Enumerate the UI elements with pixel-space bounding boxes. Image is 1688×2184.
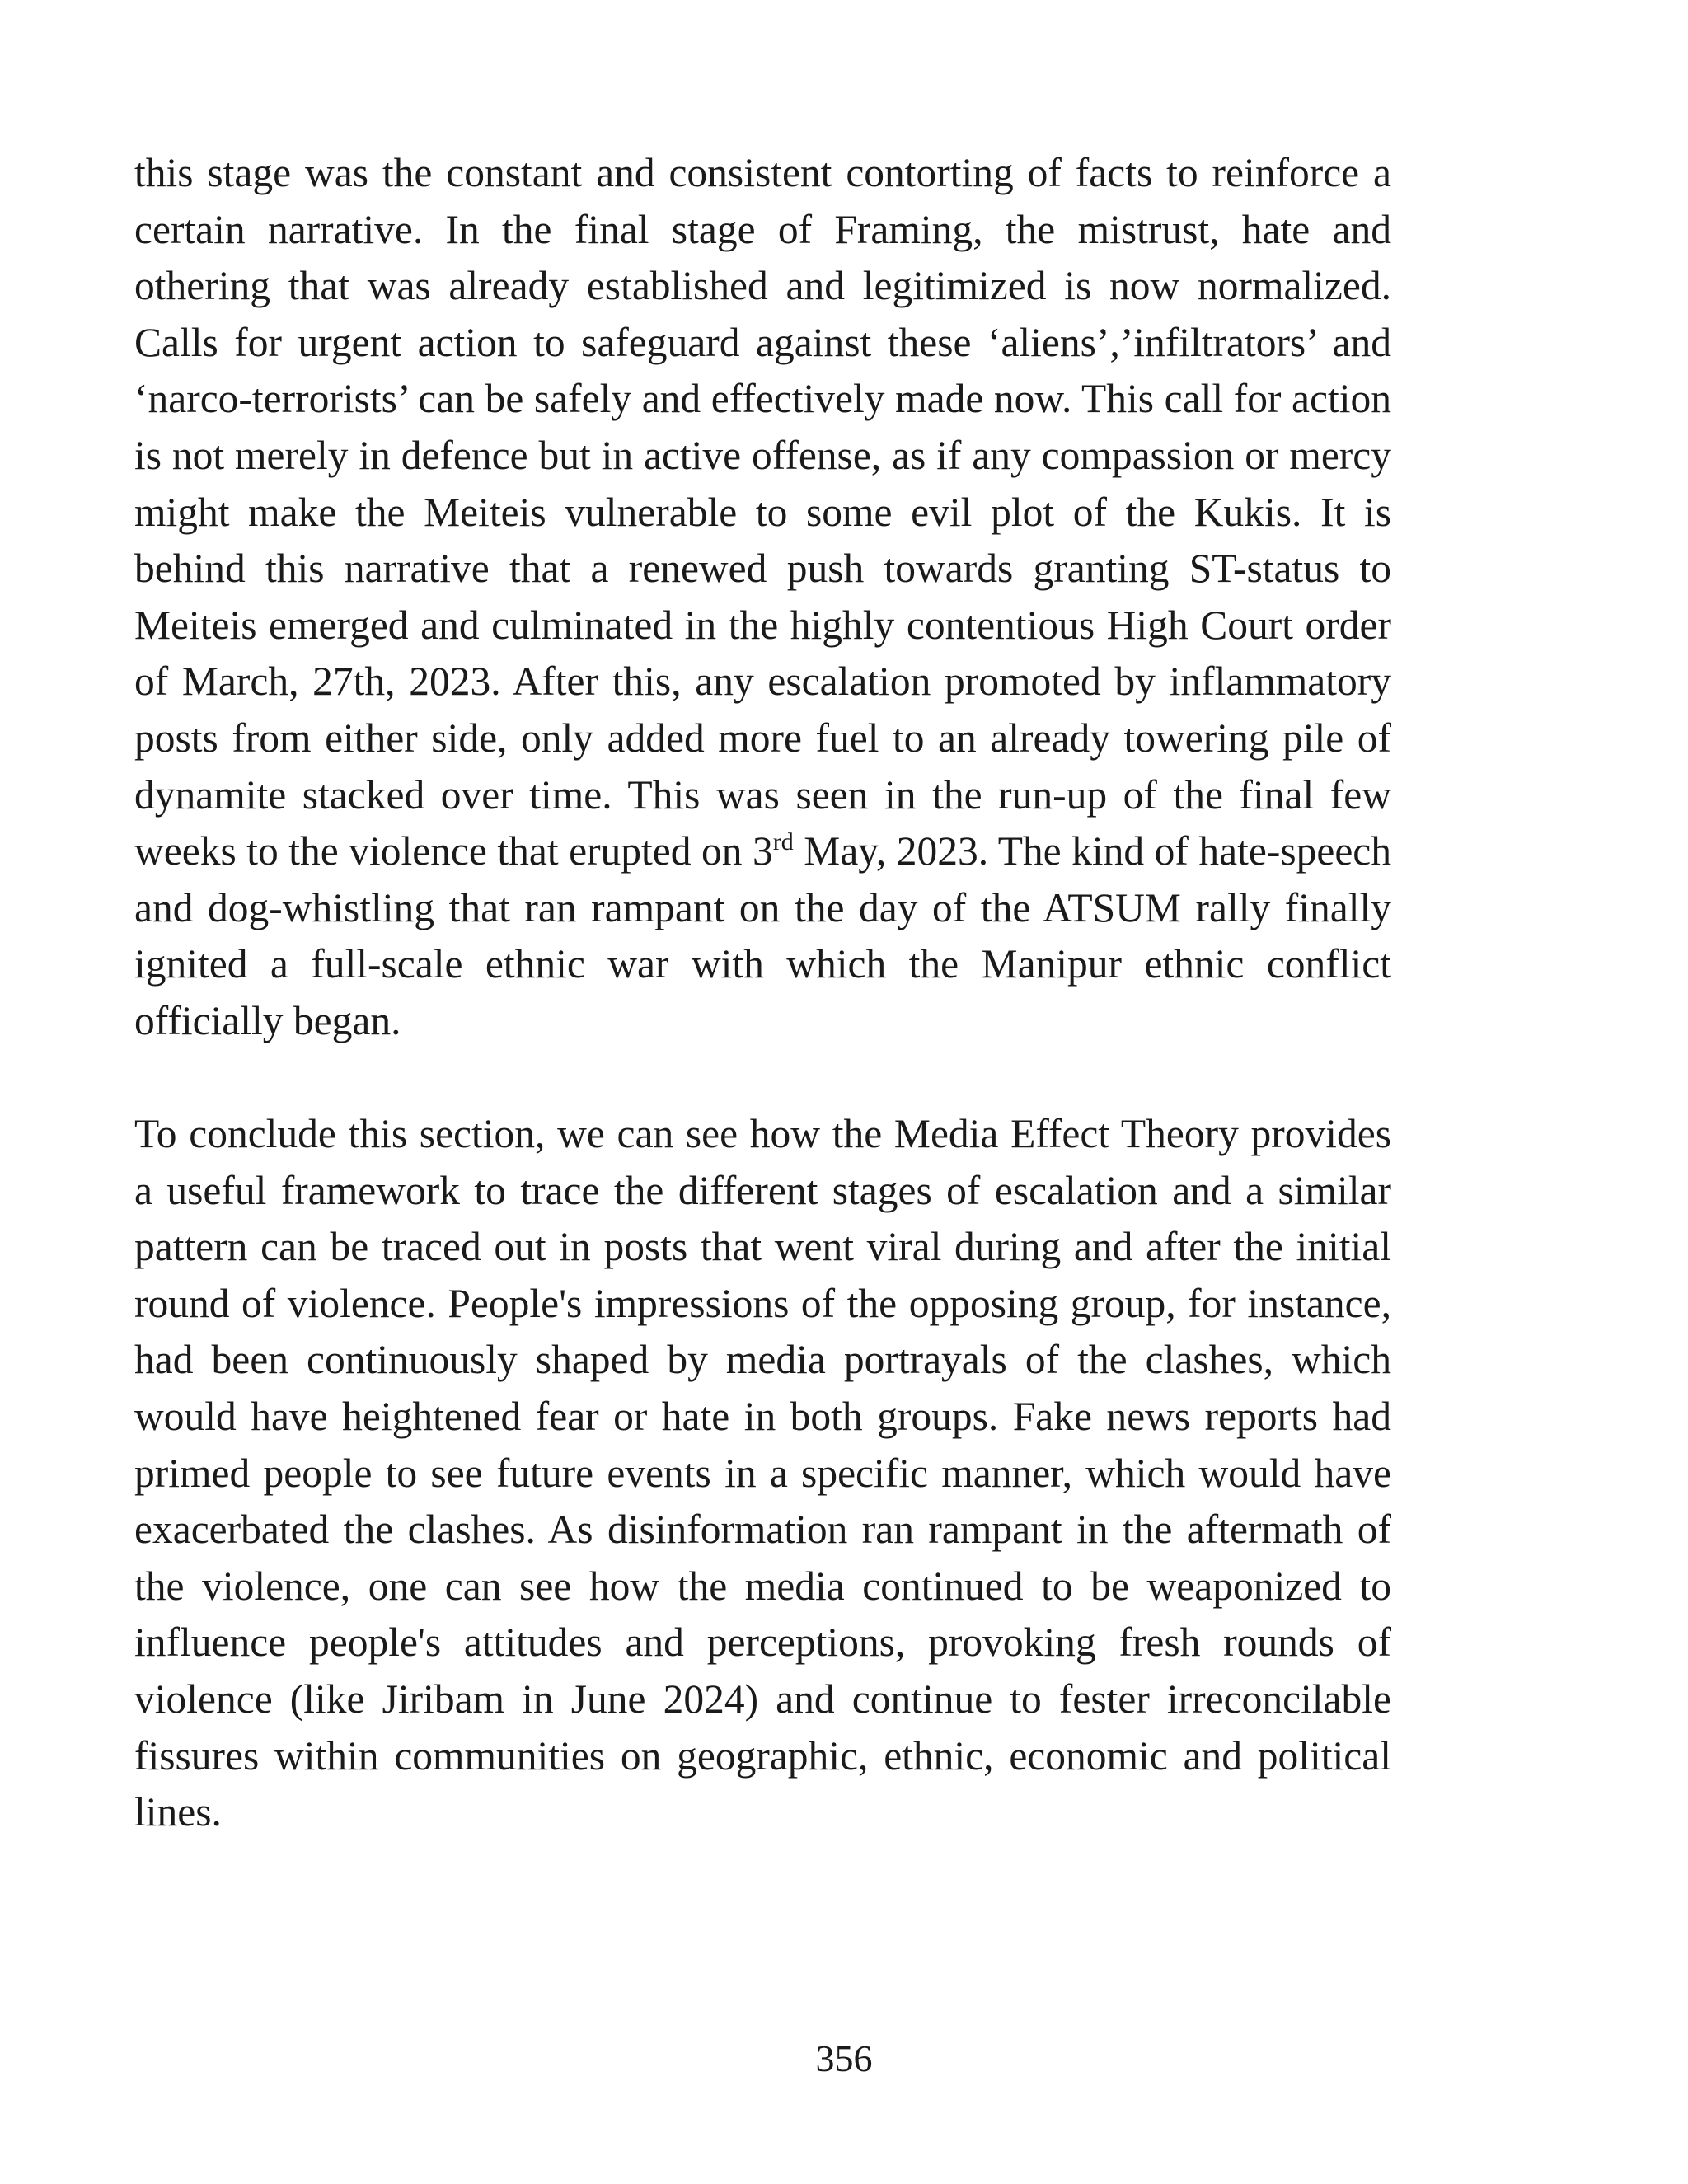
- paragraph-conclusion: To conclude this section, we can see how the Media Effect Theory provides a useful framework to trace the different stages of escalation and a similar pattern can be traced out in posts that went viral during and after the initial round of violence. People's impressions of the opposing group, for instance, had been continuously shaped by media portrayals of the clashes, which would have heightened fear or hate in both groups. Fake news reports had primed people to see future events in a specific manner, which would have exacerbated the clashes. As disinformation ran rampant in the aftermath of the violence, one can see how the media continued to be weaponized to influence people's attitudes and perceptions, provoking fresh rounds of violence (like Jiribam in June 2024) and continue to fester irreconcilable fissures within communities on geographic, ethnic, economic and political lines.: [134, 1111, 1391, 1835]
- paragraph-framing-text-end: May, 2023. The kind of hate-speech and dog-whistling that ran rampant on the day of the ATSUM rally finally ignited a full-scale ethnic war with which the Manipur ethnic conflict officially began.: [134, 828, 1392, 1043]
- page-number: 356: [815, 2037, 873, 2079]
- body-text: [134, 145, 1391, 1841]
- paragraph-framing-stage: [134, 145, 1391, 1050]
- paragraph-framing-text-start: this stage was the constant and consistent contorting of facts to reinforce a certain narrative. In the final stage of Framing, the mistrust, hate and othering that was already established and legitimized is now normalized. Calls for urgent action to safeguard against these ‘aliens’,’infiltrators’ and ‘narco-terrorists’ can be safely and effectively made now. This call for action is not merely in defence but in active offense, as if any compassion or mercy might make the Meiteis vulnerable to some evil plot of the Kukis. It is behind this narrative that a renewed push towards granting ST-status to Meiteis emerged and culminated in the highly contentious High Court order of March, 27th, 2023. After this, any escalation promoted by inflammatory posts from either side, only added more fuel to an already towering pile of dynamite stacked over time. This was seen in the run-up of the final few weeks to the violence that erupted on 3: [134, 150, 1391, 874]
- ordinal-superscript: rd: [772, 828, 794, 856]
